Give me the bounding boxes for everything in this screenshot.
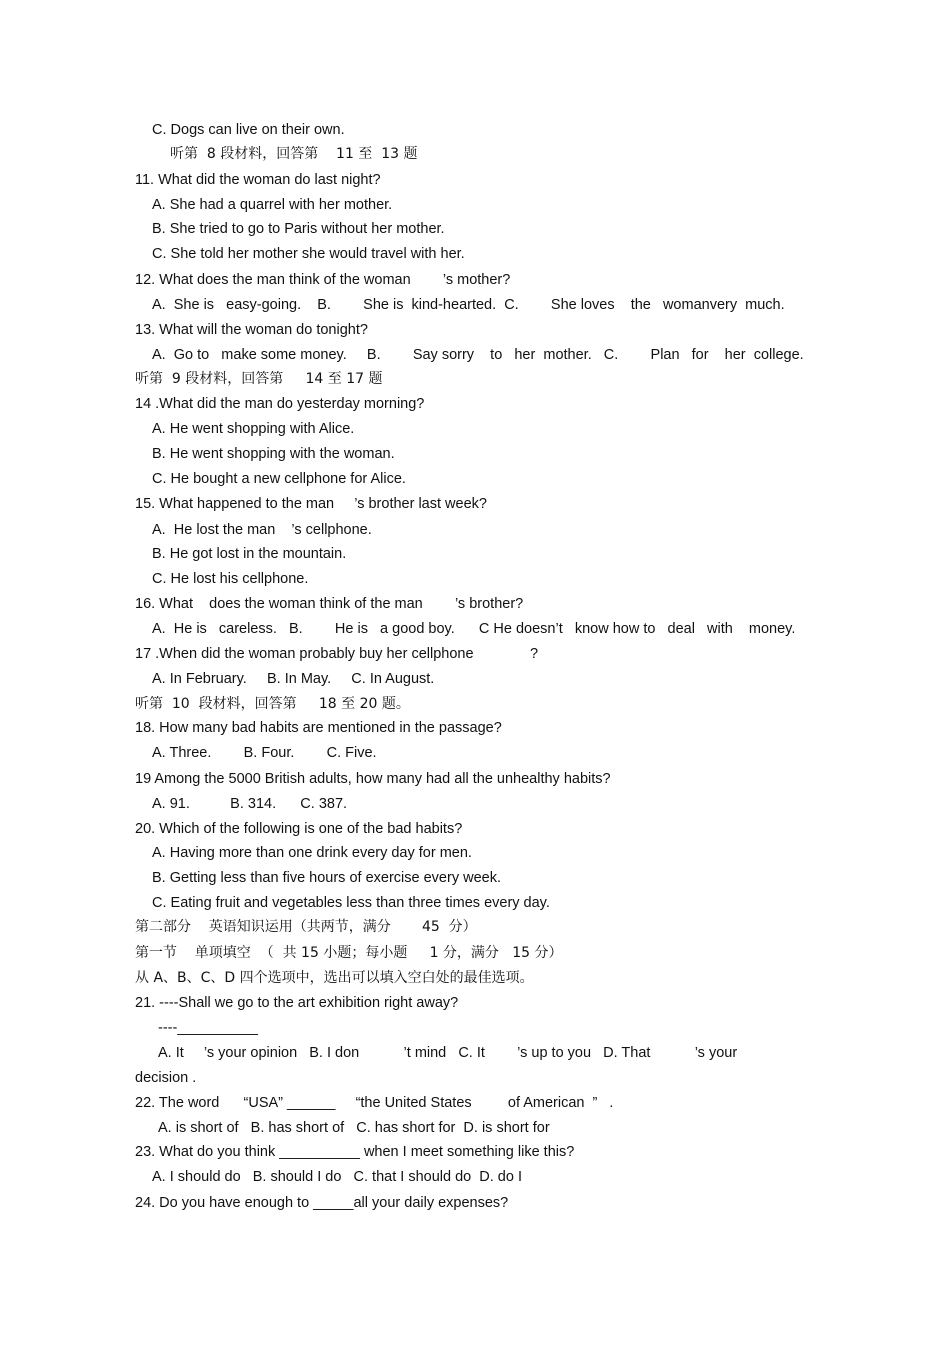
q22-stem: 22. The word “USA” ______ “the United States of American ” . xyxy=(135,1095,614,1111)
q11-stem: 11. What did the woman do last night? xyxy=(135,172,381,188)
q14-option-b: B. He went shopping with the woman. xyxy=(152,446,395,462)
q21-stem: 21. ----Shall we go to the art exhibition right away? xyxy=(135,995,459,1011)
q14-stem: 14 .What did the man do yesterday morning? xyxy=(135,396,425,412)
section-9-header: 听第 9 段材料，回答第 14 至 17 题 xyxy=(135,371,383,387)
q19-stem: 19 Among the 5000 British adults, how many had all the unhealthy habits? xyxy=(135,771,611,787)
q15-option-c: C. He lost his cellphone. xyxy=(152,571,309,587)
q12-stem: 12. What does the man think of the woman ’s mother? xyxy=(135,272,511,288)
q16-stem: 16. What does the woman think of the man ’s brother? xyxy=(135,596,524,612)
q14-option-a: A. He went shopping with Alice. xyxy=(152,421,355,437)
q20-option-b: B. Getting less than five hours of exercise every week. xyxy=(152,870,501,886)
section-1-instruction: 从 A、B、C、D 四个选项中，选出可以填入空白处的最佳选项。 xyxy=(135,970,534,986)
section-8-header: 听第 8 段材料，回答第 11 至 13 题 xyxy=(170,146,418,162)
q15-option-a: A. He lost the man ’s cellphone. xyxy=(152,522,372,538)
q12-options: A. She is easy-going. B. She is kind-hearted. C. She loves the womanvery much. xyxy=(152,297,785,313)
q19-options: A. 91. B. 314. C. 387. xyxy=(152,796,348,812)
q10-option-c: C. Dogs can live on their own. xyxy=(152,122,345,138)
q13-options: A. Go to make some money. B. Say sorry to her mother. C. Plan for her college. xyxy=(152,347,804,363)
q15-option-b: B. He got lost in the mountain. xyxy=(152,546,347,562)
part-2-header: 第二部分 英语知识运用（共两节，满分 45 分） xyxy=(135,919,477,935)
q14-option-c: C. He bought a new cellphone for Alice. xyxy=(152,471,406,487)
q23-stem: 23. What do you think __________ when I meet something like this? xyxy=(135,1144,575,1160)
section-1-header: 第一节 单项填空 （ 共 15 小题；每小题 1 分，满分 15 分） xyxy=(135,945,563,961)
q18-stem: 18. How many bad habits are mentioned in the passage? xyxy=(135,720,502,736)
q18-options: A. Three. B. Four. C. Five. xyxy=(152,745,377,761)
q20-option-a: A. Having more than one drink every day for men. xyxy=(152,845,472,861)
q16-options: A. He is careless. B. He is a good boy. C He doesn’t know how to deal with money. xyxy=(152,621,796,637)
q20-option-c: C. Eating fruit and vegetables less than three times every day. xyxy=(152,895,550,911)
q21-reply: ----__________ xyxy=(158,1020,258,1036)
q11-option-c: C. She told her mother she would travel with her. xyxy=(152,246,465,262)
q20-stem: 20. Which of the following is one of the bad habits? xyxy=(135,821,463,837)
q17-options: A. In February. B. In May. C. In August. xyxy=(152,671,435,687)
q23-options: A. I should do B. should I do C. that I should do D. do I xyxy=(152,1169,522,1185)
q24-stem: 24. Do you have enough to _____all your daily expenses? xyxy=(135,1195,509,1211)
q22-options: A. is short of B. has short of C. has short for D. is short for xyxy=(158,1120,550,1136)
q11-option-b: B. She tried to go to Paris without her mother. xyxy=(152,221,445,237)
q17-stem: 17 .When did the woman probably buy her cellphone ? xyxy=(135,646,539,662)
q21-options-continued: decision . xyxy=(135,1070,197,1086)
q11-option-a: A. She had a quarrel with her mother. xyxy=(152,197,393,213)
q13-stem: 13. What will the woman do tonight? xyxy=(135,322,368,338)
section-10-header: 听第 10 段材料，回答第 18 至 20 题。 xyxy=(135,696,410,712)
q15-stem: 15. What happened to the man ’s brother last week? xyxy=(135,496,487,512)
q21-options: A. It ’s your opinion B. I don ’t mind C. It ’s up to you D. That ’s your xyxy=(158,1045,738,1061)
